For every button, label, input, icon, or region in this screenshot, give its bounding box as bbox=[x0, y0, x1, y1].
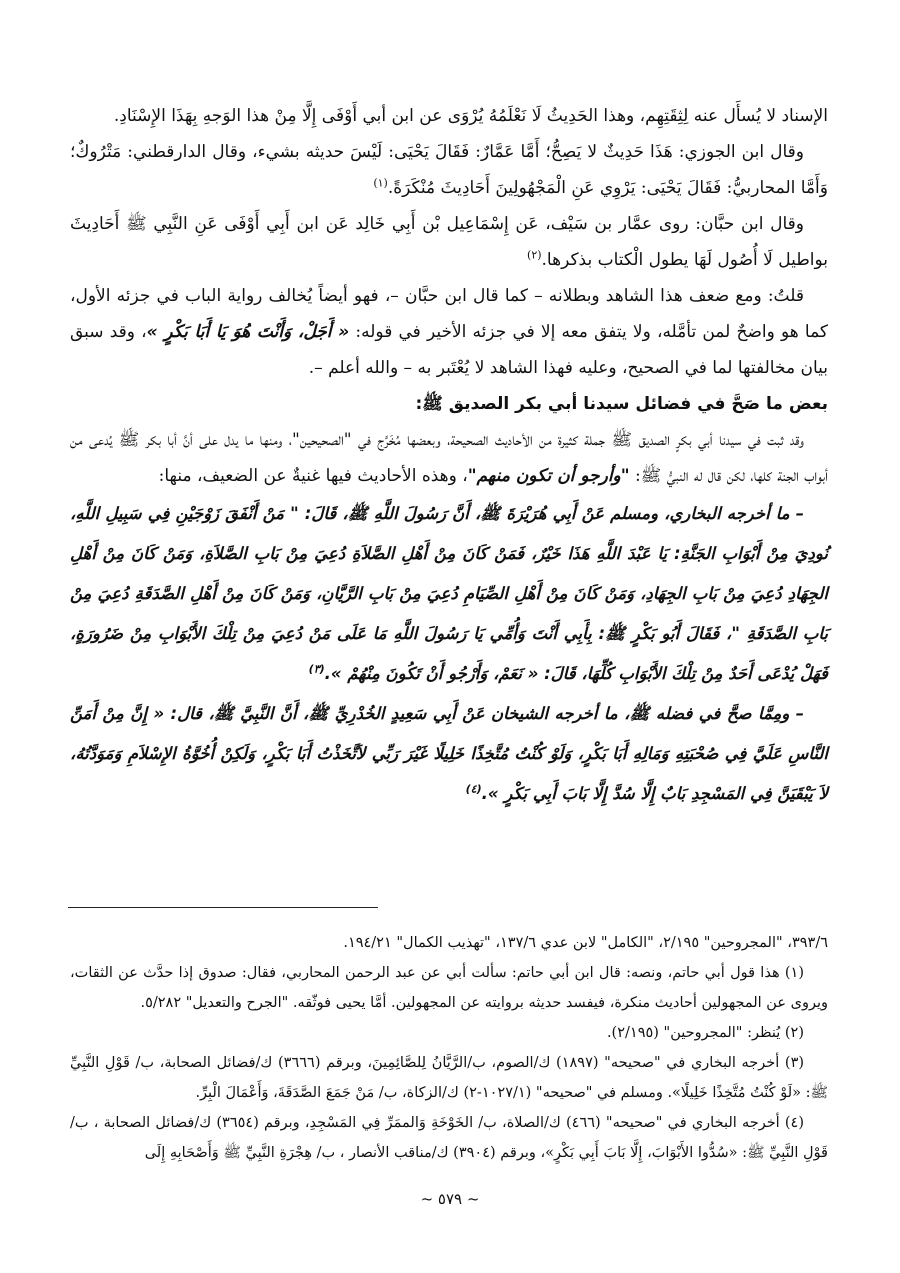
footnote-continuation: ٣٩٣/٦، "المجروحين" ٢/١٩٥، "الكامل" لابن عدي ١٣٧/٦، "تهذيب الكمال" ١٩٤/٢١. bbox=[343, 935, 828, 951]
footnote-divider bbox=[68, 907, 378, 908]
paragraph-ibn-hibban: وقال ابن حبَّان: روى عمَّار بن سَيْف، عَن إِسْمَاعِيل بْن أَبِي خَالِد عَن ابن أَبِي أَوْفَى عَنِ النَّبِي ﷺ أَحَادِيثَ بواطيل لَا أُصُول لَهَا يطول الْكتاب بذكرها.$^{(٢)}$ bbox=[70, 214, 828, 270]
paragraph-isnad: الإسناد لا يُسأَل عنه لِثِقَتِهِم، وهذا الحَدِيثُ لَا نَعْلَمُهُ يُرْوَى عن ابن أبي أَوْفَى إِلَّا مِنْ هذا الوَجهِ بِهَذَا الإِسْنَادِ. bbox=[113, 106, 828, 126]
page-number: ~ ٥٧٩ ~ bbox=[420, 1190, 480, 1208]
main-text bbox=[70, 98, 828, 814]
paragraph-ibn-jawzi: وقال ابن الجوزي: هَذَا حَدِيثٌ لا يَصِحُّ؛ أَمَّا عَمَّارٌ: فَقَالَ يَحْيَى: لَيْسَ حديثه بشيء، وقال الدارقطني: مَتْرُوكٌ؛ وَأَمَّا المحاربيُّ: فَقَالَ يَحْيَى: يَرْوِي عَنِ الْمَجْهُولِينَ أَحَادِيثَ مُنْكَرَةً.$^{(١)}$ bbox=[70, 142, 828, 198]
footnote-ref-3[interactable]: (٣) bbox=[308, 662, 325, 676]
quoted-phrase: "وأرجو أن تكون منهم" bbox=[467, 466, 630, 486]
hadith-two: – ومِمَّا صحَّ في فضله ﷺ، ما أخرجه الشيخان عَنْ أَبِي سَعِيدٍ الخُدْرِيِّ ﷺ، أَنَّ النَّبِيَّ ﷺ، قال: « إِنَّ مِنْ أَمَنِّ النَّاسِ عَلَيَّ فِي صُحْبَتِهِ وَمَالِهِ أَبَا بَكْرٍ، وَلَوْ كُنْتُ مُتَّخِذًا خَلِيلًا غَيْرَ رَبِّي لاَتَّخَذْتُ أَبَا بَكْرٍ، وَلَكِنْ أُخُوَّةُ الإِسْلاَمِ وَمَوَدَّتُهُ، لاَ يَبْقَيَنَّ فِي المَسْجِدِ بَابٌ إِلَّا سُدَّ إِلَّا بَابَ أَبِي بَكْرٍ ».$^{(٤)}$ bbox=[70, 704, 828, 803]
footnote-4: (٤) أخرجه البخاري في "صحيحه" (٤٦٦) ك/الصلاة، ب/ الخَوْخَةِ وَالممَرِّ فِي المَسْجِدِ، وبرقم (٣٦٥٤) ك/فضائل الصحابة ، ب/قَوْلِ النَّبِيِّ ﷺ: «سُدُّوا الأَبْوَابَ، إِلَّا بَابَ أَبِي بَكْرٍ»، وبرقم (٣٩٠٤) ك/مناقب الأنصار ، ب/ هِجْرَةِ النَّبِيِّ ﷺ وَأَصْحَابِهِ إِلَى bbox=[70, 1115, 828, 1161]
footnote-3: (٣) أخرجه البخاري في "صحيحه" (١٨٩٧) ك/الصوم، ب/الرَّيَّانُ لِلصَّائِمِينَ، وبرقم (٣٦٦٦) ك/فضائل الصحابة، ب/ قَوْلِ النَّبِيِّ ﷺ: «لَوْ كُنْتُ مُتَّخِذًا خَلِيلًا». ومسلم في "صحيحه" (١٠٢٧/١-٢) ك/الزكاة، ب/ مَنْ جَمَعَ الصَّدَقَةَ، وَأَعْمَالَ الْبِرِّ. bbox=[70, 1055, 828, 1101]
footnote-ref-2[interactable]: (٢) bbox=[527, 248, 542, 262]
footnotes bbox=[70, 928, 828, 1168]
footnote-ref-1[interactable]: (١) bbox=[373, 176, 388, 190]
section-heading: بعض ما صَحَّ في فضائل سيدنا أبي بكر الصديق ﷺ: bbox=[415, 394, 828, 414]
footnote-1: (١) هذا قول أبي حاتم، ونصه: قال ابن أبي حاتم: سألت أبي عن عبد الرحمن المحاربي، فقال: صدوق إذا حدَّث عن الثقات، ويروى عن المجهولين أحاديث منكرة، فيفسد حديثه بروايته عن المجهولين. أمَّا يحيى فوثّقه. "الجرح والتعديل" ٥/٢٨٢. bbox=[70, 965, 828, 1011]
hadith-one: – ما أخرجه البخاري، ومسلم عَنْ أَبِي هُرَيْرَةَ ﷺ، أَنَّ رَسُولَ اللَّهِ ﷺ، قَالَ: " مَنْ أَنْفَقَ زَوْجَيْنِ فِي سَبِيلِ اللَّهِ، نُودِيَ مِنْ أَبْوَابِ الجَنَّةِ: يَا عَبْدَ اللَّهِ هَذَا خَيْرٌ، فَمَنْ كَانَ مِنْ أَهْلِ الصَّلاَةِ دُعِيَ مِنْ بَابِ الصَّلاَةِ، وَمَنْ كَانَ مِنْ أَهْلِ الجِهَادِ دُعِيَ مِنْ بَابِ الجِهَادِ، وَمَنْ كَانَ مِنْ أَهْلِ الصِّيَامِ دُعِيَ مِنْ بَابِ الرَّيَّانِ، وَمَنْ كَانَ مِنْ أَهْلِ الصَّدَقَةِ دُعِيَ مِنْ بَابِ الصَّدَقَةِ "، فَقَالَ أَبُو بَكْرٍ ﷺ: بِأَبِي أَنْتَ وَأُمِّي يَا رَسُولَ اللَّهِ مَا عَلَى مَنْ دُعِيَ مِنْ تِلْكَ الأَبْوَابِ مِنْ ضَرُورَةٍ، فَهَلْ يُدْعَى أَحَدٌ مِنْ تِلْكَ الأَبْوَابِ كُلِّهَا، قَالَ: « نَعَمْ، وَأَرْجُو أَنْ تَكُونَ مِنْهُمْ ».$^{(٣)}$ bbox=[70, 504, 828, 683]
footnote-ref-4[interactable]: (٤) bbox=[465, 782, 482, 796]
quoted-hadith: « أَجَلْ، وَأَنْتَ هُوَ يَا أَبَا بَكْرٍ » bbox=[146, 322, 350, 342]
paragraph-intro: وقد ثبت في سيدنا أبي بكرٍ الصديق ﷺ جملة كثيرة من الأحاديث الصحيحة، وبعضها مُخَرَّج في "الصحيحين"، ومنها ما يدل على أنَّ أبا بكر ﷺ يُدعى من أبواب الجنة كلها، لكن قال له النبيُّ ﷺ: "وأرجو أن تكون منهم"، وهذه الأحاديث فيها غنيةٌ عن الضعيف، منها: bbox=[70, 430, 828, 486]
footnote-2: (٢) يُنظر: "المجروحين" (٢/١٩٥). bbox=[606, 1025, 804, 1041]
paragraph-commentary: قلتُ: ومع ضعف هذا الشاهد وبطلانه – كما قال ابن حبَّان –، فهو أيضاً يُخالف رواية الباب في جزئه الأول، كما هو واضحٌ لمن تأمَّله، ولا يتفق معه إلا في جزئه الأخير في قوله: « أَجَلْ، وَأَنْتَ هُوَ يَا أَبَا بَكْرٍ »، وقد سبق بيان مخالفتها لما في الصحيح، وعليه فهذا الشاهد لا يُعْتَبر به – والله أعلم –. bbox=[70, 286, 828, 378]
